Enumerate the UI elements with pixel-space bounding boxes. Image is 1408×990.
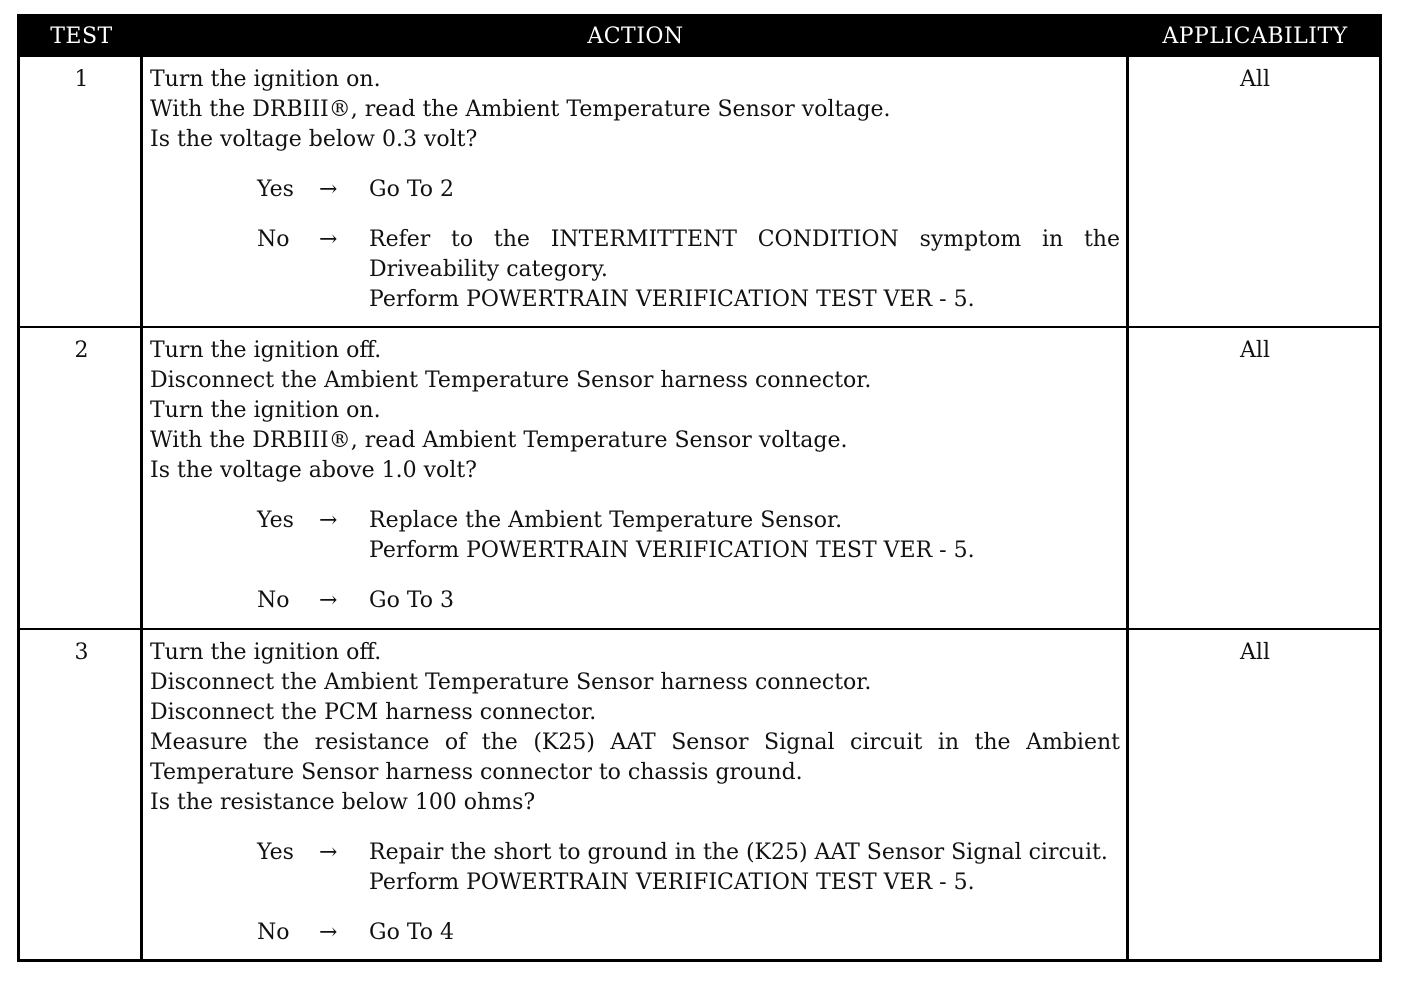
header-applicability: APPLICABILITY xyxy=(1162,24,1348,49)
answer-text: Perform POWERTRAIN VERIFICATION TEST VER - 5. xyxy=(369,870,975,895)
answer-label: Yes xyxy=(257,177,294,202)
answer-yes xyxy=(257,175,1120,205)
step-text: Is the resistance below 100 ohms? xyxy=(150,790,536,815)
arrow-icon: → xyxy=(319,920,338,945)
answer-text: Go To 3 xyxy=(369,588,455,613)
test-applicability: All xyxy=(1240,338,1270,363)
table-row xyxy=(20,630,1379,959)
answer-text: Perform POWERTRAIN VERIFICATION TEST VER - 5. xyxy=(369,538,975,563)
arrow-icon: → xyxy=(319,177,338,202)
arrow-icon: → xyxy=(319,508,338,533)
step-text: Disconnect the Ambient Temperature Sensor harness connector. xyxy=(150,670,872,695)
answer-no xyxy=(257,918,1120,948)
header-action: ACTION xyxy=(587,24,684,49)
test-number: 1 xyxy=(74,67,89,92)
step-text: With the DRBIII®, read Ambient Temperature Sensor voltage. xyxy=(150,428,848,453)
table-row xyxy=(20,328,1379,628)
step-text: With the DRBIII®, read the Ambient Temperature Sensor voltage. xyxy=(150,97,891,122)
answer-label: No xyxy=(257,227,290,252)
test-applicability: All xyxy=(1240,67,1270,92)
answer-text: Perform POWERTRAIN VERIFICATION TEST VER - 5. xyxy=(369,287,975,312)
answer-text: Go To 4 xyxy=(369,920,455,945)
answer-text: Replace the Ambient Temperature Sensor. xyxy=(369,508,843,533)
step-text: Is the voltage below 0.3 volt? xyxy=(150,127,478,152)
arrow-icon: → xyxy=(319,227,338,252)
answer-no xyxy=(257,225,1120,315)
header-test: TEST xyxy=(50,24,113,49)
arrow-icon: → xyxy=(319,588,338,613)
answer-text: Repair the short to ground in the (K25) AAT Sensor Signal circuit. xyxy=(369,840,1108,865)
test-action xyxy=(150,336,1120,616)
test-applicability: All xyxy=(1240,640,1270,665)
step-text: Disconnect the Ambient Temperature Sensor harness connector. xyxy=(150,368,872,393)
test-number: 2 xyxy=(74,338,89,363)
step-text: Turn the ignition on. xyxy=(150,67,381,92)
step-text: Turn the ignition off. xyxy=(150,640,382,665)
answer-no xyxy=(257,586,1120,616)
table-row xyxy=(20,57,1379,327)
answer-label: Yes xyxy=(257,840,294,865)
answer-text: Driveability category. xyxy=(369,257,608,282)
answer-text: Go To 2 xyxy=(369,177,455,202)
answer-label: No xyxy=(257,588,290,613)
test-action xyxy=(150,638,1120,948)
step-text: Is the voltage above 1.0 volt? xyxy=(150,458,477,483)
table-header xyxy=(20,17,1379,57)
step-text: Turn the ignition on. xyxy=(150,398,381,423)
step-text: Turn the ignition off. xyxy=(150,338,382,363)
diagnostic-test-table xyxy=(17,14,1382,962)
answer-yes xyxy=(257,838,1120,898)
answer-text: Refer to the INTERMITTENT CONDITION symptom in the xyxy=(369,227,1120,252)
answer-label: Yes xyxy=(257,508,294,533)
answer-label: No xyxy=(257,920,290,945)
test-number: 3 xyxy=(74,640,89,665)
test-action xyxy=(150,65,1120,315)
arrow-icon: → xyxy=(319,840,338,865)
step-text: Disconnect the PCM harness connector. xyxy=(150,700,597,725)
answer-yes xyxy=(257,506,1120,566)
step-text: Measure the resistance of the (K25) AAT Sensor Signal circuit in the Ambient xyxy=(150,730,1120,755)
step-text: Temperature Sensor harness connector to chassis ground. xyxy=(150,760,803,785)
